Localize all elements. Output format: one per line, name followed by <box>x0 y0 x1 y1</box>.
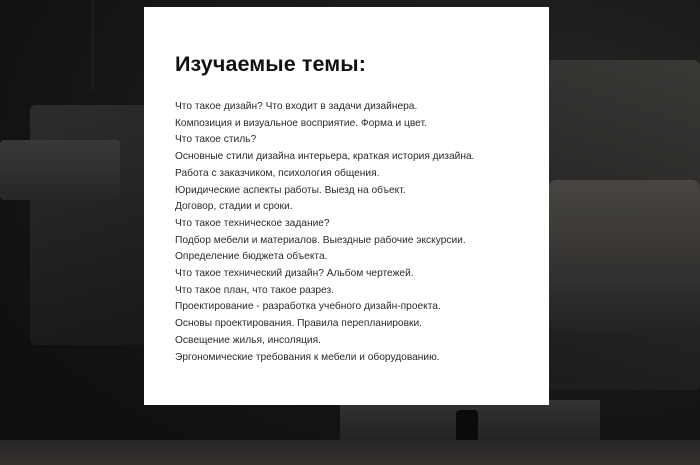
topic-item: Что такое план, что такое разрез. <box>175 284 335 296</box>
topics-card <box>144 7 549 405</box>
topics-title: Изучаемые темы: <box>175 52 367 76</box>
topic-item: Композиция и визуальное восприятие. Форма и цвет. <box>175 117 427 129</box>
topic-item: Определение бюджета объекта. <box>175 251 328 263</box>
topic-item: Что такое стиль? <box>175 134 257 146</box>
topic-item: Договор, стадии и сроки. <box>175 201 293 213</box>
topic-item: Эргономические требования к мебели и оборудованию. <box>175 351 440 363</box>
topic-item: Освещение жилья, инсоляция. <box>175 334 321 346</box>
topic-item: Что такое технический дизайн? Альбом чертежей. <box>175 268 414 280</box>
topic-item: Основы проектирования. Правила перепланировки. <box>175 318 422 330</box>
topic-item: Основные стили дизайна интерьера, краткая история дизайна. <box>175 151 475 163</box>
topic-item: Что такое техническое задание? <box>175 217 330 229</box>
topic-item: Проектирование - разработка учебного дизайн-проекта. <box>175 301 441 313</box>
topic-item: Работа с заказчиком, психология общения. <box>175 167 380 179</box>
topic-item: Подбор мебели и материалов. Выездные рабочие экскурсии. <box>175 234 466 246</box>
topic-item: Что такое дизайн? Что входит в задачи дизайнера. <box>175 101 418 112</box>
topics-list <box>175 99 519 366</box>
topic-item: Юридические аспекты работы. Выезд на объект. <box>175 184 406 196</box>
